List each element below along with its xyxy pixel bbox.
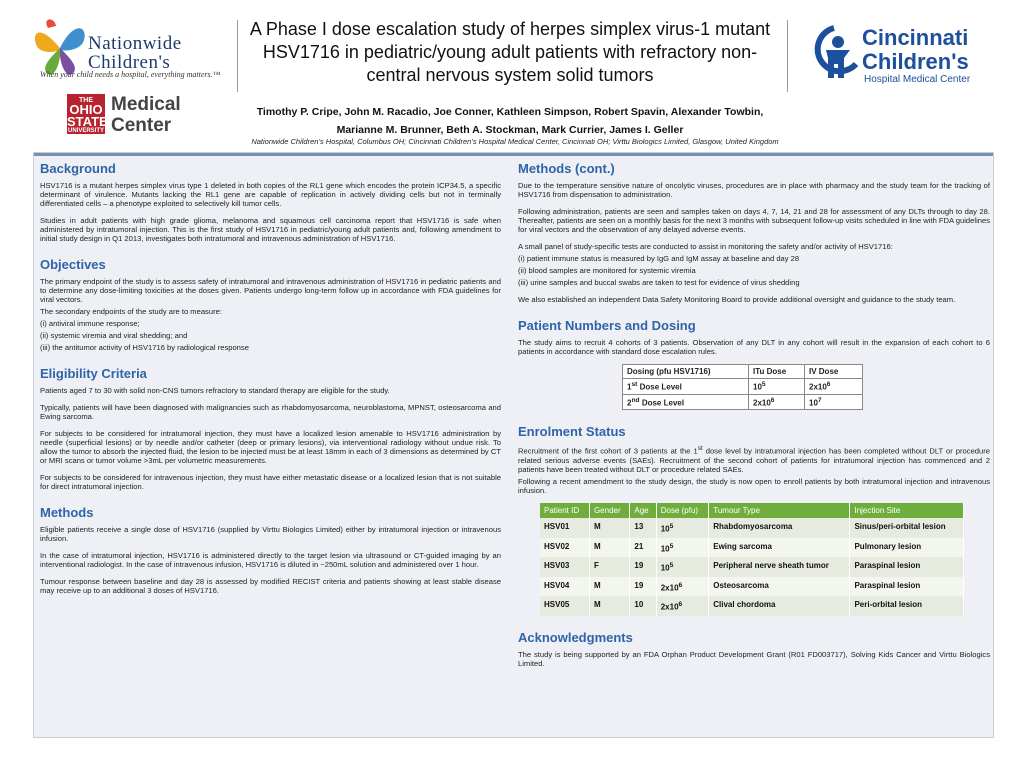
paragraph: Due to the temperature sensitive nature of oncolytic viruses, procedures are in place with pharmacy and the study team for the tracking of HSV1716 from dispensation to administration. — [518, 181, 990, 199]
paragraph: HSV1716 is a mutant herpes simplex virus type 1 deleted in both copies of the RL1 gene which encodes the protein ICP34.5, a specific determinant of virulence. Mutants lacking the RL1 gene are capable of replication in actively dividing cells but not in terminally differentiated cells – a phenotype exploited to selectively kill tumor cells. — [40, 181, 501, 208]
site-cell: Peri-orbital lesion — [850, 596, 964, 616]
tumour-cell: Ewing sarcoma — [709, 538, 850, 558]
table-row — [623, 394, 863, 410]
paragraph: The primary endpoint of the study is to assess safety of intratumoral and intravenous administration of HSV1716 in pediatric patients and to determine any dose-limiting toxicities at the doses given. Patients undergo long-term follow up in accordance with FDA guidelines for viral vectors. — [40, 277, 501, 304]
list-item: (ii) blood samples are monitored for systemic viremia — [518, 266, 696, 275]
paragraph: Studies in adult patients with high grade glioma, melanoma and squamous cell carcinoma report that HSV1716 is safe when administered by intratumoral injection. This is the first study of HSV1716 in pediatric/young adult patients and, following amendment to initial study design in Q1 2013, investigates both intratumoral and intravenous administration of HSV1716. — [40, 216, 501, 243]
column-header: Tumour Type — [709, 503, 850, 518]
gender-cell: F — [589, 557, 629, 577]
table-row — [540, 518, 964, 538]
section-heading: Background — [40, 161, 116, 176]
methods-section — [40, 505, 501, 595]
site-cell: Sinus/peri-orbital lesion — [850, 518, 964, 538]
paragraph: Following administration, patients are seen and samples taken on days 4, 7, 14, 21 and 28 for assessment of any DLTs through to day 28. Thereafter, patients are seen on a monthly basis for the next 3 months with subsequent follow-up visits scheduled in line with FDA guidelines for viral vectors and the observation of any delayed adverse events. — [518, 207, 990, 234]
column-header: Dose (pfu) — [656, 503, 709, 518]
paragraph: For subjects to be considered for intratumoral injection, they must have a localized lesion amenable to HSV1716 administration by needle (superficial lesions) or by needle and/or catheter (deep or primary lesions), via interventional radiology without undue risk. To allow the tumor to absorb the injected fluid, the lesion to be injected must be at least 18mm in each of 3 dimensions as determined by CT or MRI scans or tumor volume >3mL per volumetric measurements. — [40, 429, 501, 465]
nationwide-childrens-logo — [30, 14, 230, 84]
list-item: (ii) systemic viremia and viral shedding; and — [40, 331, 188, 340]
acknowledgments-section — [518, 630, 990, 668]
eligibility-section — [40, 366, 501, 491]
site-cell: Paraspinal lesion — [850, 577, 964, 597]
iv-dose-cell: $10^7$ — [805, 394, 863, 410]
header-divider-right — [787, 20, 788, 92]
age-cell: 10 — [630, 596, 656, 616]
column-header: ITu Dose — [749, 365, 805, 379]
list-item: (iii) the antitumor activity of HSV1716 by radiological response — [40, 343, 249, 352]
age-cell: 19 — [630, 577, 656, 597]
age-cell: 21 — [630, 538, 656, 558]
site-cell: Paraspinal lesion — [850, 557, 964, 577]
dose-cell: $10^5$ — [656, 518, 709, 538]
cincinnati-childrens-logo — [808, 22, 988, 92]
objectives-section — [40, 257, 501, 352]
paragraph: The secondary endpoints of the study are to measure: — [40, 307, 222, 316]
table-header-row — [540, 503, 964, 518]
table-row — [623, 379, 863, 395]
nch-tagline: When your child needs a hospital, everything matters.™ — [40, 70, 221, 79]
tumour-cell: Osteosarcoma — [709, 577, 850, 597]
dose-cell: $2x10^6$ — [656, 577, 709, 597]
gender-cell: M — [589, 577, 629, 597]
osu-wordmark: Medical Center — [111, 94, 181, 136]
gender-cell: M — [589, 518, 629, 538]
paragraph: Patients aged 7 to 30 with solid non-CNS tumors refractory to standard therapy are eligible for the study. — [40, 386, 390, 395]
dose-cell: $10^5$ — [656, 557, 709, 577]
section-heading: Enrolment Status — [518, 424, 626, 440]
column-header: Dosing (pfu HSV1716) — [623, 365, 749, 379]
cch-wordmark: Cincinnati Children's — [862, 25, 969, 74]
table-row — [540, 577, 964, 597]
column-header: Injection Site — [850, 503, 964, 518]
section-heading: Acknowledgments — [518, 630, 633, 646]
dosing-section — [518, 318, 990, 410]
list-item: (i) antiviral immune response; — [40, 319, 140, 328]
header-divider-left — [237, 20, 238, 92]
paragraph: A small panel of study-specific tests are conducted to assist in monitoring the safety and/or activity of HSV1716: — [518, 242, 893, 251]
section-heading: Methods — [40, 505, 94, 520]
paragraph: For subjects to be considered for intravenous injection, they must have either metastatic disease or a localized lesion that is not suitable for direct intratumoral injection. — [40, 473, 501, 491]
gender-cell: M — [589, 538, 629, 558]
age-cell: 19 — [630, 557, 656, 577]
list-item: (iii) urine samples and buccal swabs are taken to test for evidence of virus shedding — [518, 278, 800, 287]
background-section — [40, 161, 501, 243]
test-list — [518, 254, 990, 287]
iv-dose-cell: $2x10^6$ — [805, 379, 863, 395]
paragraph: The study is being supported by an FDA Orphan Product Development Grant (R01 FD003717), Solving Kids Cancer and Virttu Biologics Limited. — [518, 650, 990, 669]
affiliations: Nationwide Children’s Hospital, Columbus OH; Cincinnati Children’s Hospital Medical Center, Cincinnati OH; Virttu Biologics Limited, Glasgow, United Kingdom — [251, 137, 779, 146]
table-row — [540, 557, 964, 577]
section-heading: Patient Numbers and Dosing — [518, 318, 696, 333]
osu-block-icon: THE OHIO STATE UNIVERSITY — [67, 94, 105, 134]
column-header: IV Dose — [805, 365, 863, 379]
methods-cont-section — [518, 161, 990, 304]
tumour-cell: Peripheral nerve sheath tumor — [709, 557, 850, 577]
age-cell: 13 — [630, 518, 656, 538]
patient-table — [540, 503, 964, 616]
column-header: Age — [630, 503, 656, 518]
column-header: Patient ID — [540, 503, 589, 518]
child-figure-icon — [808, 24, 860, 88]
table-header-row — [623, 365, 863, 379]
paragraph: The study aims to recruit 4 cohorts of 3 patients. Observation of any DLT in any cohort will result in the expansion of each cohort to 6 patients in accordance with standard dose escalation rules. — [518, 338, 990, 356]
nch-wordmark: Nationwide Children's — [88, 33, 182, 73]
itu-dose-cell: $10^5$ — [749, 379, 805, 395]
itu-dose-cell: $2x10^6$ — [749, 394, 805, 410]
dose-cell: $2x10^6$ — [656, 596, 709, 616]
enrolment-section — [518, 424, 990, 616]
patient-id-cell: HSV05 — [540, 596, 589, 616]
poster-body — [33, 152, 994, 738]
column-header: Gender — [589, 503, 629, 518]
gender-cell: M — [589, 596, 629, 616]
paragraph: We also established an independent Data Safety Monitoring Board to provide additional oversight and guidance to the study team. — [518, 295, 956, 304]
section-heading: Methods (cont.) — [518, 161, 615, 176]
osu-medical-center-logo — [67, 94, 197, 136]
table-row — [540, 538, 964, 558]
poster-header — [0, 0, 1024, 152]
table-row — [540, 596, 964, 616]
section-heading: Objectives — [40, 257, 106, 272]
paragraph: Recruitment of the first cohort of 3 patients at the 1st dose level by intratumoral injection has been completed without DLT or procedure related serious adverse events (SAEs). Recruitment of the second cohort of patients for intratumoral injection has commenced and 2 patients have been treated without DLT or procedure related SAEs. — [518, 445, 990, 474]
section-heading: Eligibility Criteria — [40, 366, 147, 381]
patient-id-cell: HSV03 — [540, 557, 589, 577]
patient-id-cell: HSV04 — [540, 577, 589, 597]
right-column — [518, 161, 990, 682]
endpoint-list — [40, 319, 501, 352]
paragraph: Eligible patients receive a single dose of HSV1716 (supplied by Virttu Biologics Limited) either by intratumoral injection or intravenous infusion. — [40, 525, 501, 543]
poster-title: A Phase I dose escalation study of herpes simplex virus-1 mutant HSV1716 in pediatric/young adult patients with refractory non-central nervous system solid tumors — [249, 19, 771, 85]
tumour-cell: Clival chordoma — [709, 596, 850, 616]
paragraph: Tumour response between baseline and day 28 is assessed by modified RECIST criteria and patients showing at least stable disease may receive up to an additional 3 doses of HSV1716. — [40, 577, 501, 595]
dose-cell: $10^5$ — [656, 538, 709, 558]
cch-subtitle: Hospital Medical Center — [864, 74, 971, 85]
dose-table — [622, 364, 863, 410]
patient-id-cell: HSV02 — [540, 538, 589, 558]
left-column — [40, 161, 501, 609]
tumour-cell: Rhabdomyosarcoma — [709, 518, 850, 538]
paragraph: Following a recent amendment to the study design, the study is now open to enroll patients by both intratumoral injection and intravenous infusion. — [518, 476, 990, 495]
site-cell: Pulmonary lesion — [850, 538, 964, 558]
patient-id-cell: HSV01 — [540, 518, 589, 538]
paragraph: Typically, patients will have been diagnosed with malignancies such as rhabdomyosarcoma, neuroblastoma, MPNST, osteosarcoma and Ewing sarcoma. — [40, 403, 501, 421]
list-item: (i) patient immune status is measured by IgG and IgM assay at baseline and day 28 — [518, 254, 800, 263]
dose-level-cell: 1st Dose Level — [623, 379, 749, 395]
paragraph: In the case of intratumoral injection, HSV1716 is administered directly to the target lesion via ultrasound or CT-guided imaging by an interventional radiologist. In the case of intravenous infusion, HSV1716 is diluted in ~250mL solution and administered over 1 hour. — [40, 551, 501, 569]
author-list: Timothy P. Cripe, John M. Racadio, Joe Conner, Kathleen Simpson, Robert Spavin, Alexander Towbin, Marianne M. Brunner, Beth A. Stockman, Mark Currier, James I. Geller — [256, 106, 764, 136]
dose-level-cell: 2nd Dose Level — [623, 394, 749, 410]
